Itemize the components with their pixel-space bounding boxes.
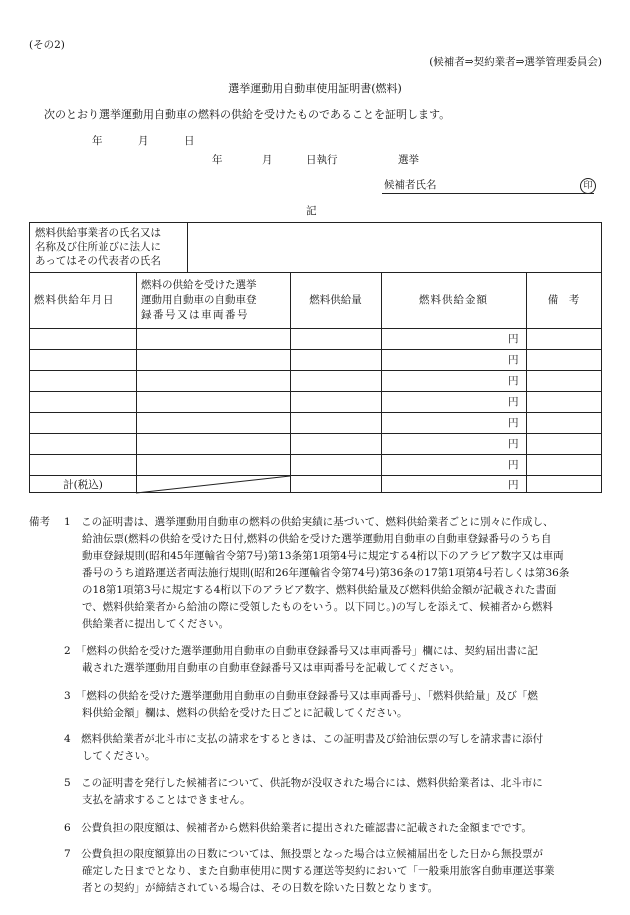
- total-label: 計(税込): [63, 479, 103, 491]
- note-line: 支払を請求することはできません。: [82, 794, 251, 806]
- note-line: 供給業者に提出してください。: [82, 618, 229, 630]
- note-line: 載された選挙運動用自動車の自動車登録番号又は車両番号を記載してください。: [82, 662, 460, 674]
- col-amount-header: 燃料供給金額: [419, 294, 488, 306]
- total-diagonal: [136, 475, 291, 494]
- notes-label: 備考: [29, 516, 50, 528]
- election-year: 年: [212, 154, 223, 166]
- note-line: で、燃料供給業者から給油の際に受領したものをいう。以下同じ。)の写しを添えて、候補者から燃料: [82, 601, 553, 613]
- row-2-yen: 円: [508, 354, 519, 366]
- note-line: 者との契約」が締結されている場合は、その日数を除いた日数となります。: [82, 882, 439, 894]
- fuel-supply-table: [29, 222, 602, 493]
- note-line: 2 「燃料の供給を受けた選挙運動用自動車の自動車登録番号又は車両番号」欄には、契約届出書に記: [64, 645, 538, 657]
- supplier-label-2: 名称及び住所並びに法人に: [35, 241, 161, 253]
- routing-note: (候補者⇒契約業者⇒選挙管理委員会): [429, 56, 602, 68]
- date-year: 年: [92, 135, 103, 147]
- date-day: 日: [184, 135, 195, 147]
- note-line: 7 公費負担の限度額算出の日数については、無投票となった場合は立候補届出をした日から無投票が: [64, 848, 543, 860]
- note-line: してください。: [82, 750, 156, 762]
- ki-marker: 記: [306, 205, 317, 217]
- note-line: 給油伝票(燃料の供給を受けた日付,燃料の供給を受けた選挙運動用自動車の自動車登録番号のうち自: [82, 533, 552, 545]
- seal-mark: 印: [580, 178, 596, 194]
- signature-line: [382, 193, 594, 194]
- document-title: 選挙運動用自動車使用証明書(燃料): [228, 82, 402, 95]
- election-day: 日執行: [306, 154, 338, 166]
- col-date-header: 燃料供給年月日: [34, 294, 115, 306]
- supplier-label-1: 燃料供給事業者の氏名又は: [35, 227, 161, 239]
- form-number: (その2): [29, 39, 65, 51]
- note-line: 5 この証明書を発行した候補者について、供託物が没収された場合には、燃料供給業者は、北斗市に: [64, 777, 543, 789]
- note-line: 確定した日までとなり、また自動車使用に関する運送等契約において「一般乗用旅客自動車運送事業: [82, 865, 555, 877]
- note-line: 1 この証明書は、選挙運動用自動車の燃料の供給実績に基づいて、燃料供給業者ごとに別々に作成し、: [64, 516, 554, 528]
- note-line: 料供給金額」欄は、燃料の供給を受けた日ごとに記載してください。: [82, 707, 408, 719]
- row-5-yen: 円: [508, 417, 519, 429]
- note-line: 6 公費負担の限度額は、候補者から燃料供給業者に提出された確認書に記載された金額までです。: [64, 822, 532, 834]
- note-line: 4 燃料供給業者が北斗市に支払の請求をするときは、この証明書及び給油伝票の写しを請求書に添付: [64, 733, 544, 745]
- row-3-yen: 円: [508, 375, 519, 387]
- row-7-yen: 円: [508, 459, 519, 471]
- col-remarks-header: 備 考: [547, 294, 580, 306]
- certification-statement: 次のとおり選挙運動用自動車の燃料の供給を受けたものであることを証明します。: [44, 108, 451, 121]
- candidate-name-label: 候補者氏名: [384, 179, 437, 191]
- row-6-yen: 円: [508, 438, 519, 450]
- election-month: 月: [262, 154, 273, 166]
- col-vehicle-header-3: 録番号又は車両番号: [141, 309, 249, 321]
- note-line: 3 「燃料の供給を受けた選挙運動用自動車の自動車登録番号又は車両番号」、「燃料供給量」及び「燃: [64, 690, 538, 702]
- note-line: の18第1項第3号に規定する4桁以下のアラビア数字、燃料供給量及び燃料供給金額が記載された書面: [82, 584, 557, 596]
- date-month: 月: [138, 135, 149, 147]
- col-vehicle-header-1: 燃料の供給を受けた選挙: [141, 279, 257, 291]
- election-label: 選挙: [398, 154, 419, 166]
- col-vehicle-header-2: 運動用自動車の自動車登: [141, 294, 257, 306]
- note-line: 動車登録規則(昭和45年運輸省令第7号)第13条第1項第4号に規定する4桁以下のアラビア数字又は車両: [82, 550, 564, 562]
- note-line: 番号のうち道路運送者両法施行規則(昭和26年運輸省令第74号)第36条の17第1項第4号若しくは第36条: [82, 567, 570, 579]
- row-4-yen: 円: [508, 396, 519, 408]
- supplier-label-3: あってはその代表者の氏名: [35, 255, 161, 267]
- col-quantity-header: 燃料供給量: [309, 294, 362, 306]
- total-yen: 円: [508, 479, 519, 491]
- row-1-yen: 円: [508, 333, 519, 345]
